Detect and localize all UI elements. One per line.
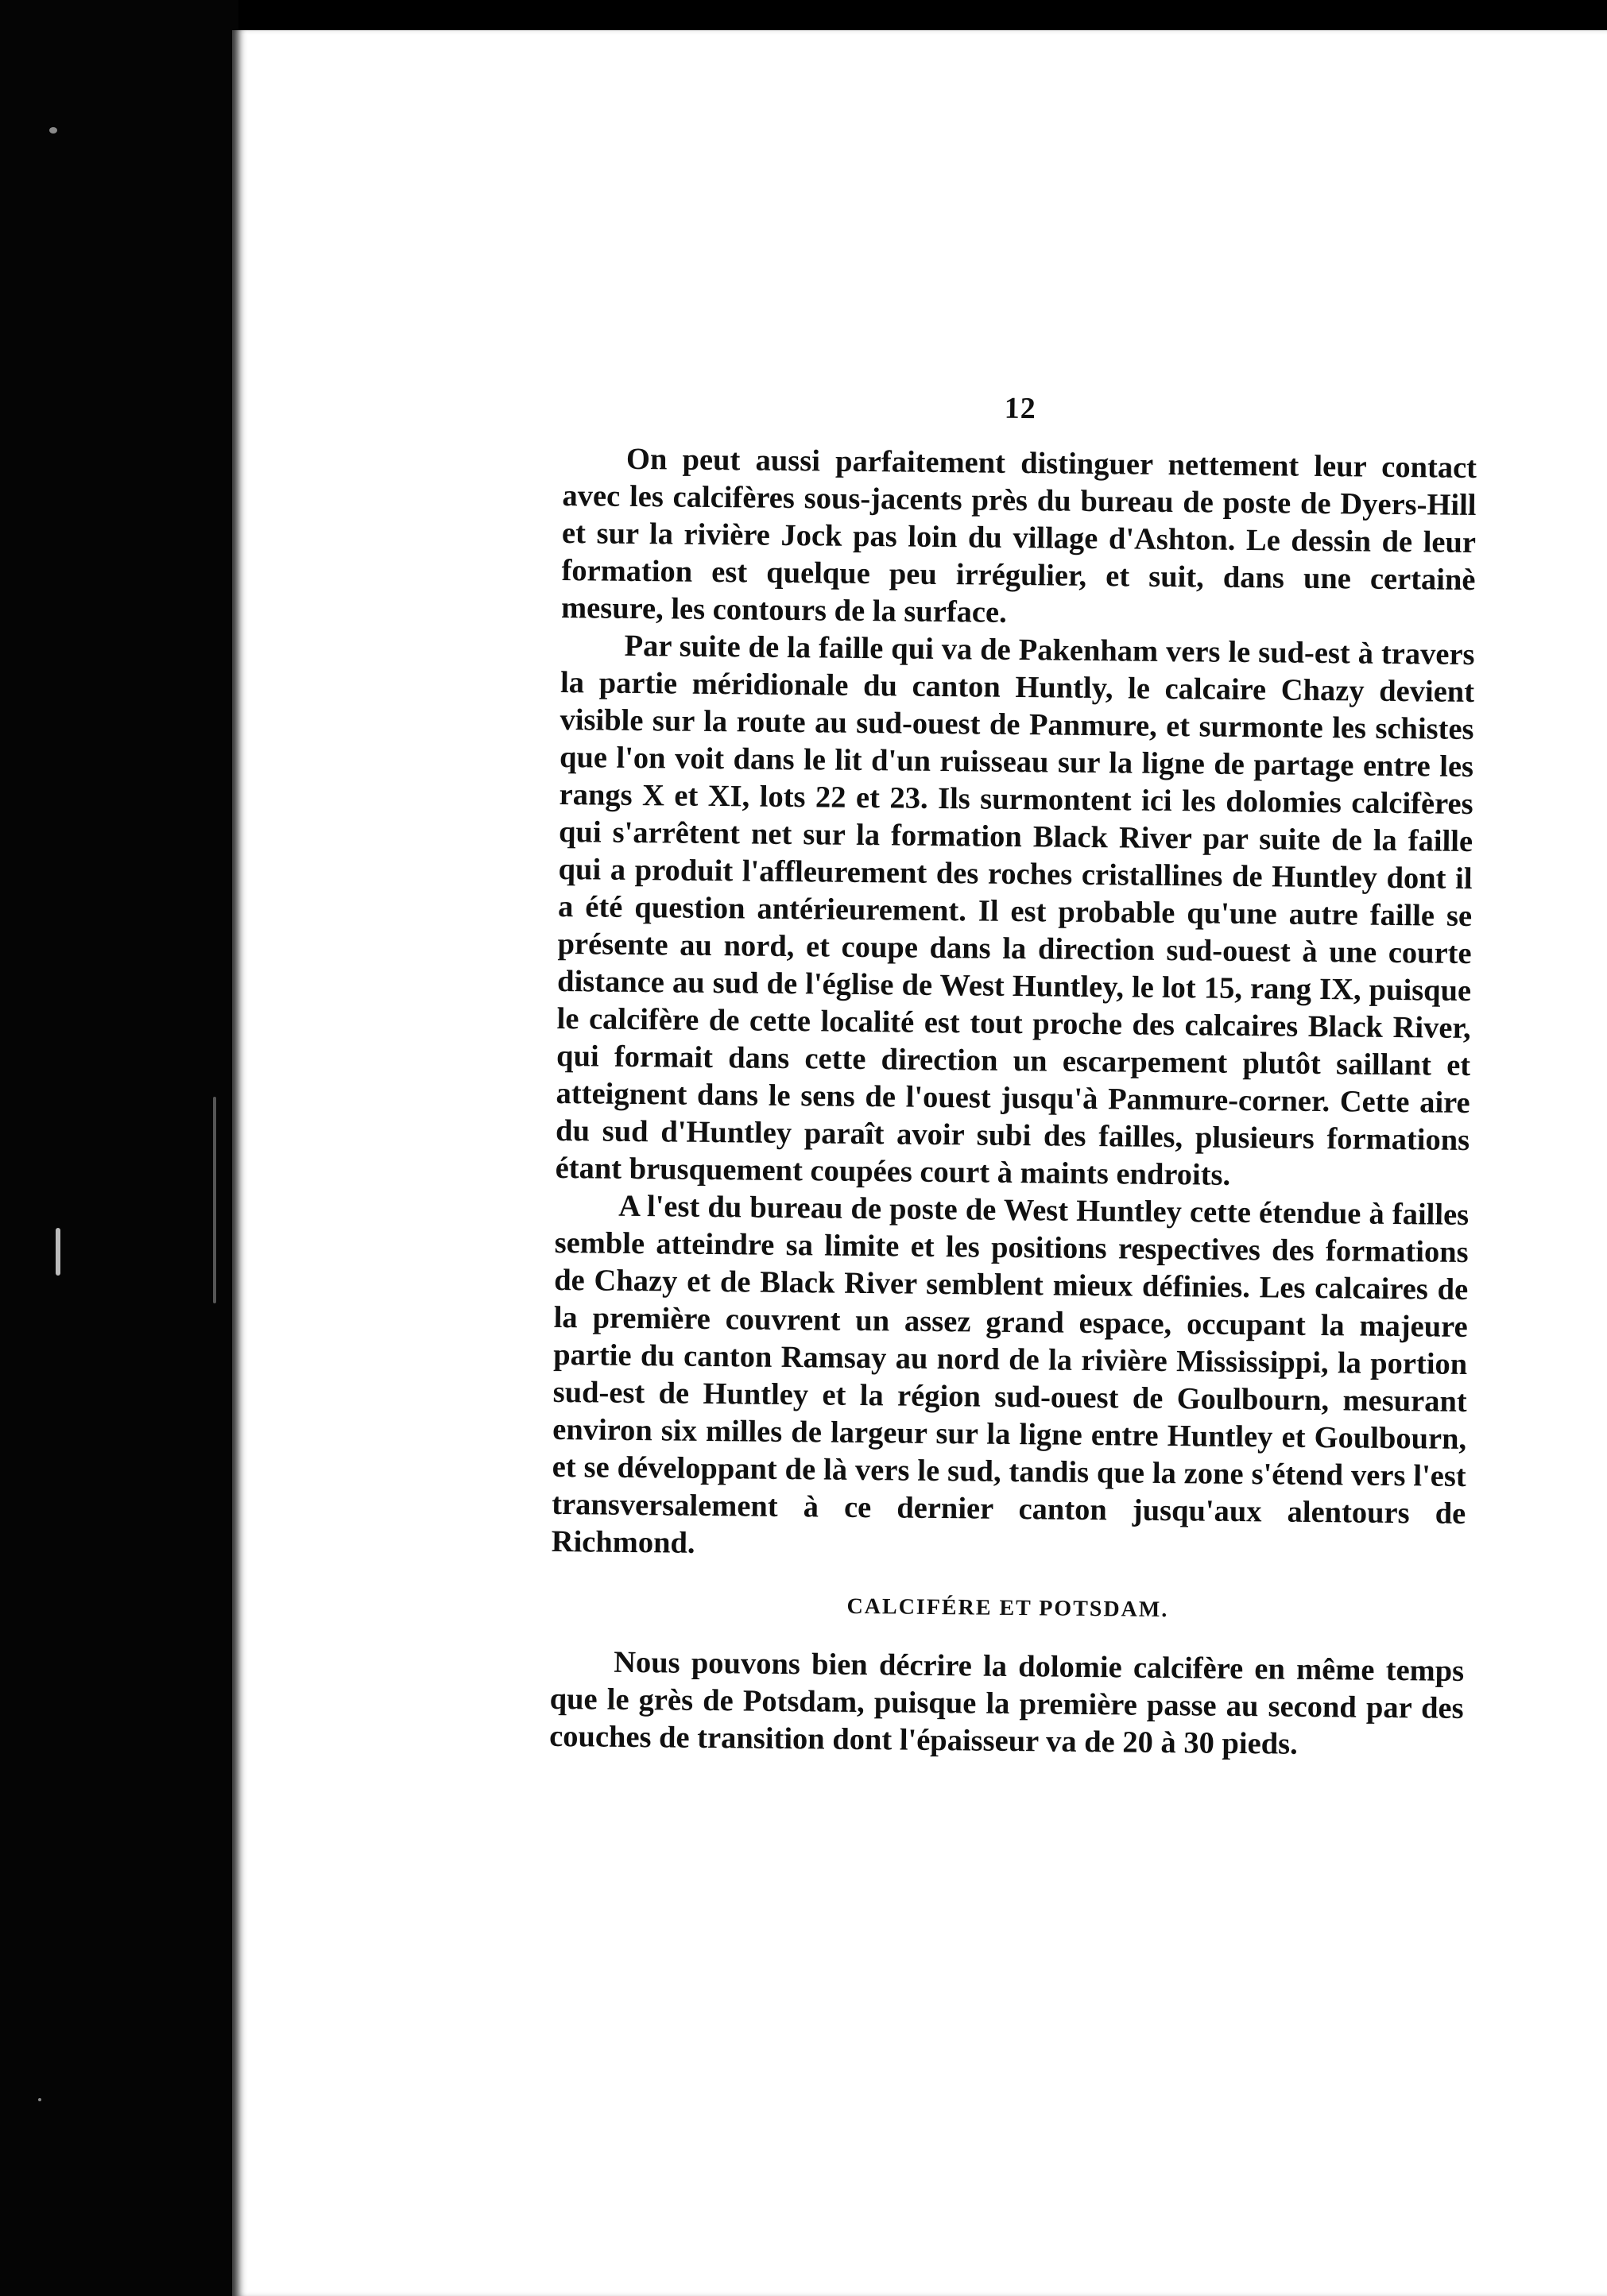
scan-background [0,0,238,2296]
page-text-block [549,386,1477,1765]
scanned-page [232,30,1607,2296]
page-number: 12 [1004,391,1036,426]
paragraph: Par suite de la faille qui va de Pakenham vers le sud-est à travers la partie méridionale du canton Huntly, le calcaire Chazy devient visible sur la route au sud-ouest de Panmure, et surmonte les schistes que l'on voit dans le lit d'un ruisseau sur la ligne de partage entre les rangs X et XI, lots 22 et 23. Ils surmontent ici les dolomies calcifères qui s'arrêtent net sur la formation Black River par suite de la faille qui a produit l'affleurement des roches cristallines de Huntley dont il a été question antérieurement. Il est probable qu'une autre faille se présente au nord, et coupe dans la direction sud-ouest à une courte distance au sud de l'église de West Huntley, le lot 15, rang IX, puisque le calcifère de cette localité est tout proche des calcaires Black River, qui formait dans cette direction un escarpement plutôt saillant et atteignent dans le sens de l'ouest jusqu'à Panmure-corner. Cette aire du sud d'Huntley paraît avoir subi des failles, plusieurs formations étant brusquement coupées court à maints endroits. [555,629,1475,1192]
scan-speck [38,2098,41,2101]
scan-speck [56,1228,60,1276]
section-heading: CALCIFÉRE ET POTSDAM. [846,1593,1169,1623]
scan-speck [213,1097,216,1303]
paragraph: A l'est du bureau de poste de West Huntley cette étendue à failles semble atteindre sa limite et les positions respectives des formations de Chazy et de Black River semblent mieux définies. Les calcaires de la première couvrent un assez grand espace, occupant la majeure partie du canton Ramsay au nord de la rivière Mississippi, la portion sud-est de Huntley et la région sud-ouest de Goulbourn, mesurant environ six milles de largeur sur la ligne entre Huntley et Goulbourn, et se développant de là vers le sud, tandis que la zone s'étend vers l'est transversalement à ce dernier canton jusqu'aux alentours de Richmond. [551,1189,1470,1560]
scan-speck [49,127,57,134]
paragraph: On peut aussi parfaitement distinguer nettement leur contact avec les calcifères sous-jacents près du bureau de poste de Dyers-Hill et sur la rivière Jock pas loin du village d'Ashton. Le dessin de leur formation est quelque peu irrégulier, et suit, dans une certainè mesure, les contours de la surface. [560,442,1477,629]
paragraph: Nous pouvons bien décrire la dolomie calcifère en même temps que le grès de Potsdam, puisque la première passe au second par des couches de transition dont l'épaisseur va de 20 à 30 pieds. [548,1645,1465,1761]
